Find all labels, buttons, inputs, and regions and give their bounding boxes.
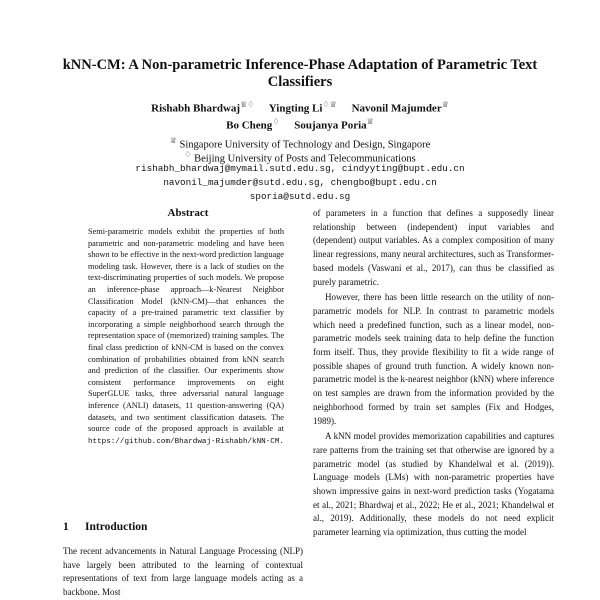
introduction-paragraph: The recent advancements in Natural Language Processing (NLP) have largely been attributed to the learning of contextual representations of text from large language models acting as a backbone. Most [63,546,303,597]
email-line: navonil_majumder@sutd.edu.sg, chengbo@bupt.edu.cn [163,177,437,188]
author-row-2 [40,115,560,133]
affiliation-mark: ♕♢ [240,100,255,109]
section-title: Introduction [85,521,148,533]
author-row-1 [40,98,560,116]
author-name: Bo Cheng [226,119,273,132]
affiliation-mark: ♕ [366,117,374,126]
abstract-body [88,226,284,448]
paragraph: of parameters in a function that defines a supposedly linear relationship between (independent) input variables and (dependent) output variables. As a complex composition of many linear regressions, many neural architectures, such as Transformer-based models (Vaswani et al., 2017), can thus be classified as purely parametric. [313,208,554,287]
affiliation-2: ♢ Beijing University of Posts and Telecommunications [184,150,416,165]
affiliation-mark: ♢♕ [322,100,337,109]
section-number: 1 [63,521,69,533]
abstract-text: Semi-parametric models exhibit the properties of both parametric and non-parametric modeling and have been shown to be effective in the next-word prediction language modeling task. However, there is a lack of studies on the text-discriminating properties of such models. We propose an inference-phase approach—k-Nearest Neighbor Classification Model (kNN-CM)—that enhances the capacity of a pre-trained parametric text classifier by incorporating a simple neighborhood search through the representation space of (memorized) training samples. The final class prediction of kNN-CM is based on the convex combination of probabilities obtained from kNN search and prediction of the classifier. Our experiments show consistent performance improvements on eight SuperGLUE tasks, three adversarial natural language inference (ANLI) datasets, 11 question-answering (QA) datasets, and two sentiment classification datasets. The source code of the proposed approach is available at [88,227,284,434]
paragraph: However, there has been little research on the utility of non-parametric models for NLP. In contrast to parametric models which need a predefined function, such as a linear model, non-parametric models seek training data to help define the function form itself. Thus, they provide flexibility to fit a wide range of possible shapes of ground truth function. A widely known non-parametric model is the k-nearest neighbor (kNN) where inference on test samples are drawn from the information provided by the neighborhood formed by train set samples (Fix and Hodges, 1989). [313,292,554,426]
affiliation-mark: ♢ [272,117,280,126]
affiliation-1: ♕ Singapore University of Technology and Design, Singapore [169,136,431,151]
right-column [313,207,554,540]
source-code-link[interactable]: https://github.com/Bhardwaj-Rishabh/kNN-CM. [88,437,284,446]
author-name: Yingting Li [268,102,323,115]
email-line: rishabh_bhardwaj@mymail.sutd.edu.sg, cindyyting@bupt.edu.cn [135,163,465,174]
author-name: Rishabh Bhardwaj [151,102,241,115]
email-line: sporia@sutd.edu.sg [249,191,351,202]
affiliation-mark: ♢ [184,150,192,159]
paper-title: kNN-CM: A Non-parametric Inference-Phase Adaptation of Parametric Text Classifiers [62,57,538,90]
author-name: Navonil Majumder [351,102,442,115]
paragraph: A kNN model provides memorization capabilities and captures rare patterns from the training set that otherwise are ignored by a parametric model (as studied by Khandelwal et al. (2019)). Language models (LMs) with non-parametric properties have shown impressive gains in next-word prediction tasks (Yogatama et al., 2021; Bhardwaj et al., 2022; He et al., 2021; Khandelwal et al., 2019). Additionally, these models do not need explicit parameter learning via optimization, thus cutting the model [313,431,554,538]
affiliation-mark: ♕ [169,136,177,145]
author-name: Soujanya Poria [294,119,367,132]
affiliation-mark: ♕ [441,100,449,109]
abstract-heading: Abstract [167,207,209,219]
section-heading [63,521,303,533]
